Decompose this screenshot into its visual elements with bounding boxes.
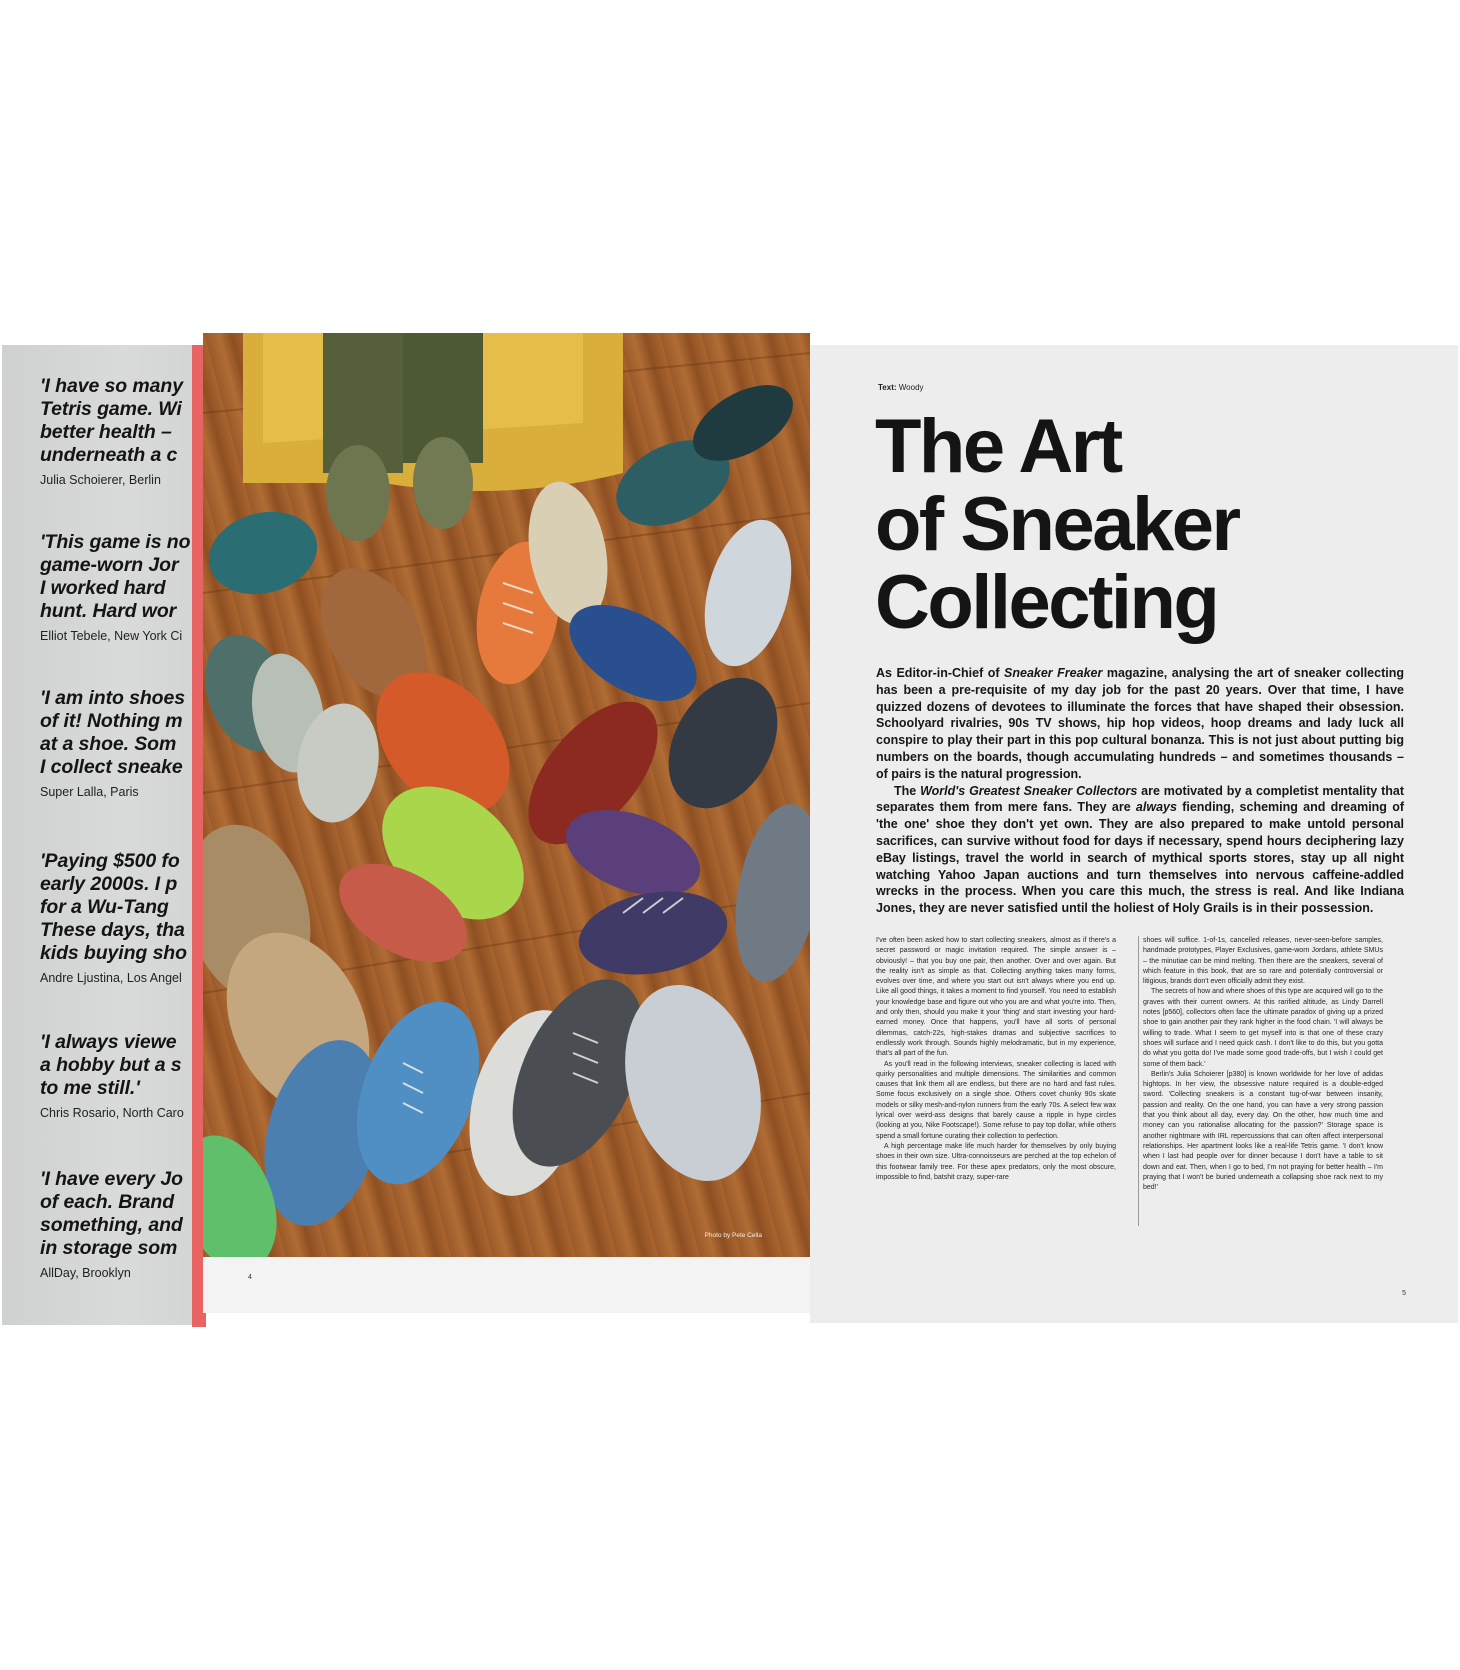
sneaker-photo-illustration [203,333,810,1257]
quote-attribution: Andre Ljustina, Los Angel [40,971,182,985]
quote-1 [40,375,202,487]
quote-text: 'This game is no game-worn Jor I worked hard hunt. Hard wor [40,531,191,622]
quote-attribution: Julia Schoierer, Berlin [40,473,161,487]
body-paragraph: The secrets of how and where shoes of this type are acquired will go to the graves with their current owners. At this rarified altitude, as Lindy Darrell notes [p560], collectors often face the ultimate paradox of giving up a prized shoe to gain another pair they rank higher in the food chain. 'I will always be willing to trade. What I seem to get myself into is that one of these crazy shoes will surface and I need quick cash. I don't like to do this, but you gotta do what you gotta do! I've made some good trade-offs, but I wish I could get some of them back.' [1143,988,1383,1068]
quote-attribution: Chris Rosario, North Caro [40,1106,184,1120]
body-column-1 [876,936,1116,1183]
quote-3 [40,687,202,799]
quote-text: 'I have every Jo of each. Brand something, and in storage som [40,1168,183,1259]
body-paragraph: I've often been asked how to start collecting sneakers, almost as if there's a secret password or magic invitation required. The simple answer is – obviously! – that you buy one pair, then another. Over and over again. But the reality isn't as simple as that. Collecting anything takes many forms, evolves over time, and where you start out isn't always where you end up. Like all good things, it takes a moment to find yourself. You need to establish your knowledge base and figure out who you are and what you're into. Then, and only then, should you make it your 'thing' and start investing your hard-earned money. Once that happens, you'll have all sorts of personal dilemmas, catch-22s, high-stakes dramas and subjective sacrifices to endlessly work through. Sounds highly melodramatic, but in my experience, that's all part of the fun. [876,937,1116,1058]
quote-attribution: Super Lalla, Paris [40,785,139,799]
article-title: The Art of Sneaker Collecting [875,404,1239,645]
photo-credit: Photo by Pete Cella [704,1232,762,1239]
quote-text: 'I have so many Tetris game. Wi better health – underneath a c [40,375,183,466]
quote-4 [40,850,202,985]
quote-text: 'I am into shoes of it! Nothing m at a shoe. Som I collect sneake [40,687,185,778]
quote-attribution: AllDay, Brooklyn [40,1266,131,1280]
quote-text: 'I always viewe a hobby but a s to me still.' [40,1031,182,1099]
body-paragraph: As you'll read in the following interviews, sneaker collecting is laced with quirky personalities and multiple dimensions. The similarities and common causes that link them all are endless, but there are no hard and fast rules. Some focus exclusively on a single shoe. Others covet chunky 90s skate models or silky mesh-and-nylon runners from the early 70s. A select few wax lyrical over weird-ass designs that barely cause a ripple in hype circles (looking at you, Nike Footscape!). Some refuse to pay top dollar, while others spend a small fortune curating their collection to perfection. [876,1060,1116,1140]
intro-paragraph: As Editor-in-Chief of Sneaker Freaker magazine, analysing the art of sneaker collecting has been a pre-requisite of my day job for the past 20 years. Over that time, I have quizzed dozens of devotees to illuminate the forces that have shaped their obsession. Schoolyard rivalries, 90s TV shows, hip hop videos, hoop dreams and lady luck all conspire to play their part in this pop cultural bonanza. This is not just about putting big numbers on the boards, though accumulating hundreds – and sometimes thousands – of pairs is the natural progression. [876,666,1404,781]
under-page-quotes [2,345,202,1325]
left-page [203,333,810,1313]
intro-paragraph: The World's Greatest Sneaker Collectors are motivated by a completist mentality that separates them from mere fans. They are always fiending, scheming and dreaming of 'the one' shoe they don't yet own. They are also prepared to make untold personal sacrifices, can survive without food for days if necessary, spend hours deciphering lazy eBay listings, travel the world in search of mythical sports stores, stay up all night watching Yahoo Japan auctions and turn themselves into nervous caffeine-addled wrecks in the process. When you care this much, the stress is real. And like Indiana Jones, they are never satisfied until the holiest of Holy Grails is in their possession. [876,783,1405,916]
body-paragraph: shoes will suffice. 1-of-1s, cancelled releases, never-seen-before samples, handmade prototypes, Player Exclusives, game-worn Jordans, athlete SMUs – the minutiae can be mind melting. Then there are the sneakers, several of which feature in this book, that are so rare and potentially controversial or litigious, brands don't even officially admit they exist. [1143,937,1383,986]
page-number-left: 4 [248,1274,252,1281]
author-credit [878,383,924,392]
quote-attribution: Elliot Tebele, New York Ci [40,629,183,643]
column-divider [1138,936,1139,1226]
quote-text: 'Paying $500 fo early 2000s. I p for a Wu-Tang These days, tha kids buying sho [40,850,187,964]
page-number-right: 5 [1402,1290,1406,1297]
quote-2 [40,531,202,643]
body-paragraph: A high percentage make life much harder for themselves by only buying shoes in their own size. Ultra-connoisseurs are perched at the top echelon of this footwear family tree. For these apex predators, only the most obscure, impossible to find, batshit crazy, super-rare [876,1142,1116,1181]
quote-5 [40,1031,202,1120]
credit-label: Text: [878,383,897,392]
credit-name: Woody [898,383,924,392]
right-page-article [810,345,1458,1323]
body-column-2 [1143,936,1383,1193]
sneaker-photo [203,333,810,1257]
article-intro [876,665,1404,917]
body-paragraph: Berlin's Julia Schoierer [p380] is known worldwide for her love of adidas hightops. In her view, the obsessive nature required is a double-edged sword. 'Collecting sneakers is a constant tug-of-war between insanity, passion and reality. On the one hand, you can have a very strong passion that you think about all day, every day. On the other, how much time and money can you rationalise allocating for the passion?' Storage space is another nightmare with IRL repercussions that can often affect interpersonal relationships. Her apartment looks like a real-life Tetris game. 'I don't know when I last had people over for dinner because I don't have a table to sit down and eat. Then, when I go to bed, I'm not praying for better health – I'm praying that I won't be buried underneath a collapsing shoe rack next to my bed!' [1143,1070,1383,1192]
quote-6 [40,1168,202,1280]
